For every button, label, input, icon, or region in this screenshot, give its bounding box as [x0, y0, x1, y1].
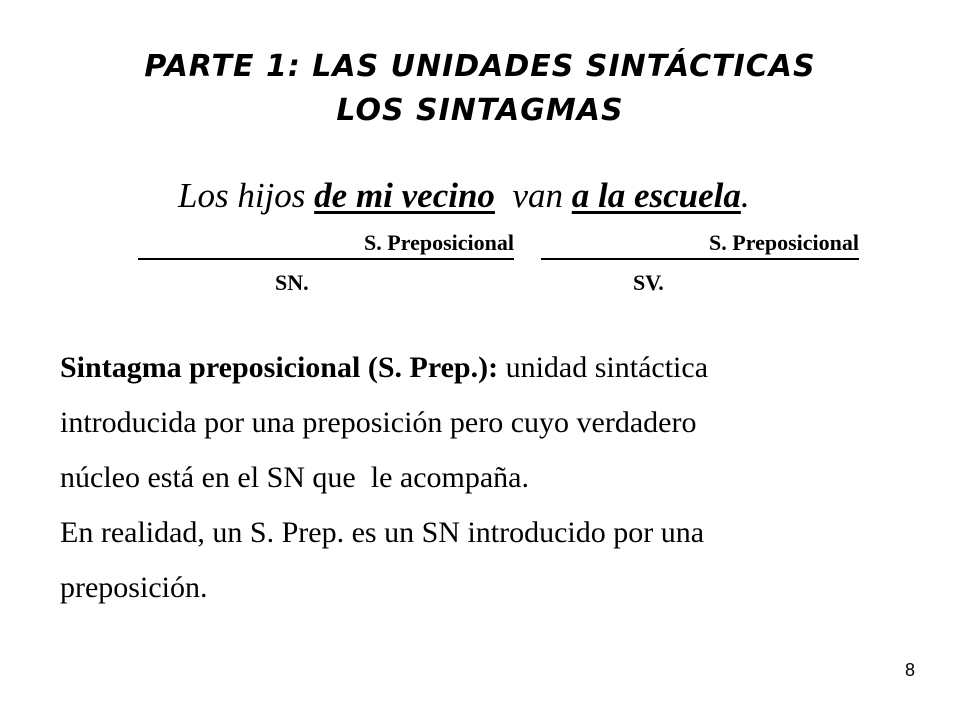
- page-number: 8: [904, 660, 915, 680]
- definition-term: Sintagma preposicional (S. Prep.):: [60, 351, 499, 384]
- definition-line-5: preposición.: [60, 571, 208, 604]
- prepositional-phrase-label-1: S. Preposicional: [138, 228, 514, 260]
- noun-phrase-label: SN.: [275, 270, 309, 295]
- prepositional-phrase-1: de mi vecino: [314, 176, 495, 215]
- definition-line-1-rest: unidad sintáctica: [498, 351, 709, 384]
- definition-line-2: introducida por una preposición pero cuyo verdadero: [60, 406, 697, 439]
- example-sentence: [178, 176, 750, 216]
- slide-title-line-1: PARTE 1: LAS UNIDADES SINTÁCTICAS: [144, 49, 816, 84]
- definition-text: [60, 340, 920, 615]
- sentence-part-1: Los hijos: [178, 176, 315, 215]
- definition-line-4: En realidad, un S. Prep. es un SN introducido por una: [60, 516, 705, 549]
- definition-line-3: núcleo está en el SN que le acompaña.: [60, 461, 529, 494]
- prepositional-phrase-2: a la escuela: [571, 176, 741, 215]
- prepositional-phrase-label-2: S. Preposicional: [541, 228, 859, 260]
- sentence-part-2: van: [494, 176, 572, 215]
- slide-title-line-2: LOS SINTAGMAS: [336, 93, 624, 128]
- verb-phrase-label: SV.: [633, 270, 664, 295]
- definition-line-1: [60, 340, 920, 395]
- sentence-period: .: [740, 176, 750, 215]
